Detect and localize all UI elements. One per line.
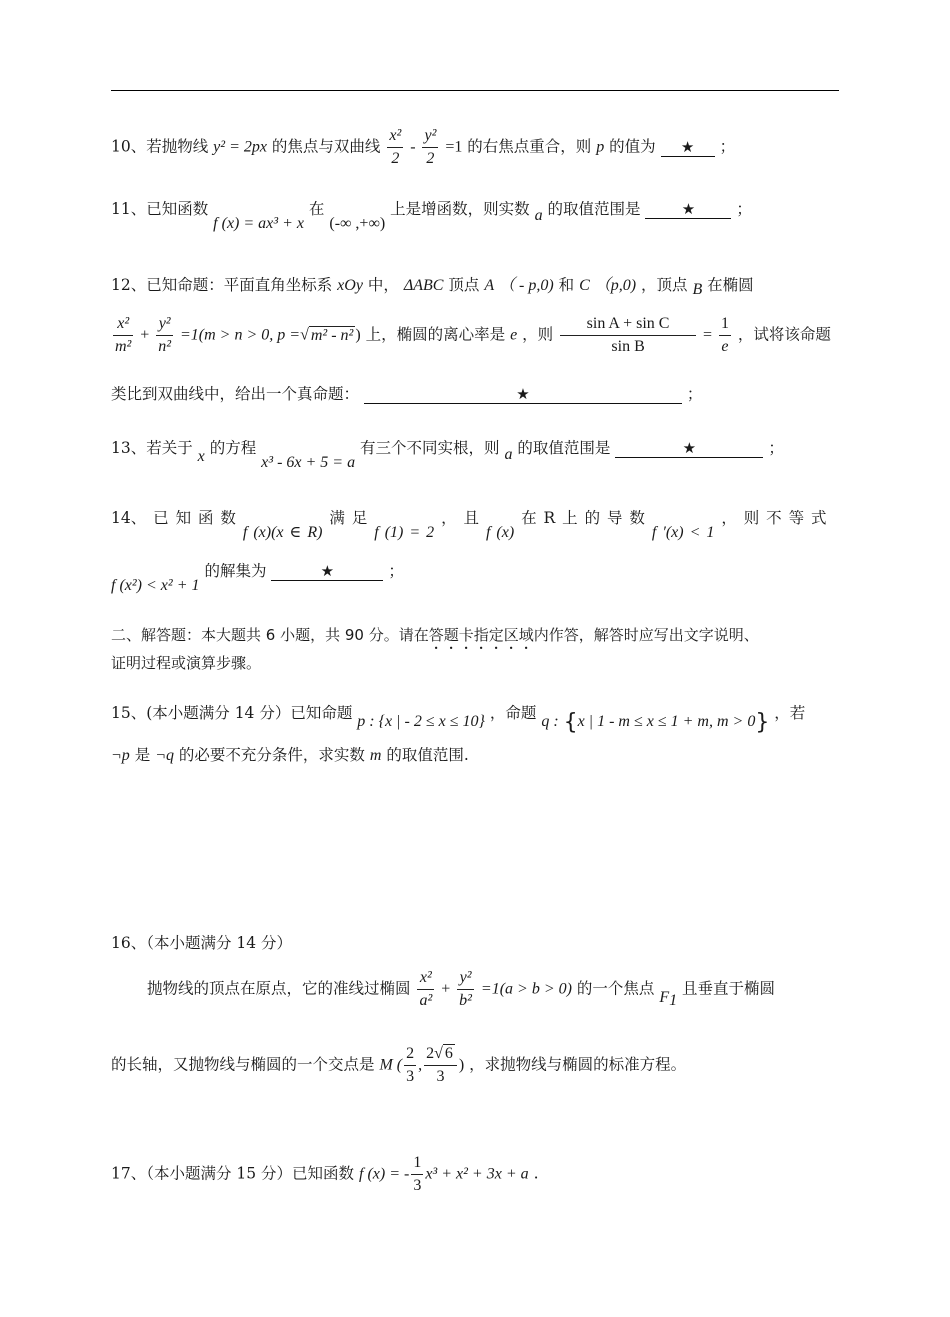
q12-text5: 上，椭圆的离心率是: [365, 325, 506, 344]
q12-frac-x: $\frac{\text{x²}}{\text{m²}}$: [115, 315, 132, 355]
answer-blank-11[interactable]: [645, 200, 731, 219]
q11-interval: (-∞ ,+∞): [329, 215, 386, 232]
q12-point-a-coord: （ - p,0): [499, 277, 554, 294]
q16-title: 16、（本小题满分 14 分）: [111, 934, 293, 952]
q16-lead: 抛物线的顶点在原点，它的准线过椭圆: [147, 979, 411, 998]
q14-deriv: f ′(x) < 1: [651, 524, 715, 541]
q14-inequality: f (x²) < x² + 1: [111, 577, 200, 594]
star-icon: ★: [680, 137, 695, 156]
section2-line2: 证明过程或演算步骤。: [111, 654, 262, 672]
q11-func: f (x) = ax³ + x: [213, 215, 304, 232]
q10-frac-x: $\frac{\text{x²}}{2}$: [389, 127, 402, 167]
section2-text2: 内作答，解答时应写出文字说明、: [533, 626, 759, 644]
q17-end: .: [533, 1164, 539, 1183]
q17-lead: 17、（本小题满分 15 分）已知函数: [111, 1164, 355, 1183]
question-17: [111, 1155, 539, 1194]
q11-var: a: [534, 207, 543, 224]
q13-text: 的方程: [209, 439, 257, 457]
q12-text3: ，顶点: [641, 276, 688, 294]
q13-lead: 13、若关于: [111, 439, 193, 457]
q15-text: ，命题: [489, 704, 537, 722]
question-15-line1: [111, 702, 806, 735]
answer-blank-14[interactable]: [271, 562, 383, 581]
q13-text2: 有三个不同实根，则: [360, 439, 500, 457]
q15-brace-right: }: [755, 710, 770, 735]
q15-lead: 15、(本小题满分 14 分）已知命题: [111, 704, 353, 722]
q16-focus: $F_1$: [659, 988, 678, 1009]
q10-eq: =1: [445, 138, 463, 156]
question-12-line2: $\frac{\text{x²}}{\text{m²}}$ + $\frac{\text{y²}}{\text{n²}}$ =1(m > n > 0, p =√ m² - n² ) 上，椭圆的离心率是 e ，则 $\frac{\text{sin A + sin C}}{\text{sin B}}$ = $\frac{1}{e}$ ，试将该命题: [115, 315, 831, 355]
q14-text5: 的解集为: [204, 562, 267, 580]
header-rule: [111, 90, 839, 91]
star-icon: ★: [320, 562, 335, 580]
star-icon: ★: [516, 385, 530, 403]
q15-not-p: ¬p: [111, 747, 130, 764]
q12-e: e: [510, 326, 518, 344]
q12-one-over-e: $\frac{1}{e}$: [720, 315, 729, 355]
q12-ellipse-cond: =1(m > n > 0, p =: [180, 326, 301, 344]
q12-plus: +: [140, 326, 150, 344]
question-12-line3: [111, 383, 702, 405]
q16-frac-y: $\frac{\text{y²}}{\text{b²}}$: [459, 969, 472, 1009]
q10-frac-y: $\frac{\text{y²}}{2}$: [424, 127, 437, 167]
q12-text7: ，试将该命题: [737, 325, 831, 344]
section-2-header-line2: [111, 652, 261, 674]
q12-point-c-coord: （p,0): [594, 277, 637, 294]
q15-text2: ，若: [774, 704, 806, 722]
q15-prop-p: p : {x | - 2 ≤ x ≤ 10}: [357, 713, 485, 730]
q17-func-a: f (x) = -: [359, 1165, 410, 1183]
q11-text2: 上是增函数，则实数: [390, 200, 530, 218]
q10-text: 的焦点与双曲线: [271, 137, 381, 156]
q14-cond: f (1) = 2: [374, 524, 435, 541]
q12-point-b: B: [692, 281, 703, 298]
q14-text: 满 足: [329, 509, 368, 527]
q10-text2: 的右焦点重合，则: [467, 137, 592, 156]
answer-blank-13[interactable]: [615, 439, 763, 458]
q16-frac-x: $\frac{\text{x²}}{\text{a²}}$: [419, 969, 433, 1009]
q15-text5: 的取值范围.: [386, 746, 469, 764]
q10-var: p: [596, 138, 605, 156]
q16-mx: $\frac{2}{3}$: [406, 1045, 415, 1085]
q14-text4: ， 则 不 等 式: [721, 509, 827, 527]
question-14-line2: [111, 560, 404, 594]
question-15-line2: [111, 744, 469, 767]
section2-text: 二、解答题：本大题共 6 小题，共 90 分。请在: [111, 626, 429, 644]
question-11: [111, 198, 752, 232]
q14-lead: 14、 已 知 函 数: [111, 509, 236, 527]
question-12-line1: [111, 274, 754, 297]
q16-close: ): [458, 1056, 465, 1074]
q16-comma: ,: [418, 1056, 423, 1074]
q16-text2: 且垂直于椭圆: [682, 979, 776, 998]
q12-sqrt: m² - n²: [310, 326, 354, 344]
q13-text3: 的取值范围是: [517, 439, 611, 457]
q14-text2: ， 且: [441, 509, 480, 527]
q12-point-a: A: [484, 277, 495, 294]
question-10: [111, 128, 735, 167]
section2-emphasis: 答题卡指定区域: [428, 626, 534, 644]
q16-my: $\frac{2√ 6}{3}$: [424, 1046, 457, 1085]
q10-end: ；: [719, 137, 736, 156]
q16-plus: +: [441, 980, 451, 998]
q14-fx: f (x): [485, 524, 515, 541]
q10-lead: 10、若抛物线: [111, 137, 209, 156]
q15-prop-q: q :: [541, 713, 559, 730]
q12-ratio: $\frac{\text{sin A + sin C}}{\text{sin B}}$: [560, 316, 696, 355]
q12-lead: 12、已知命题：平面直角坐标系: [111, 276, 333, 294]
q12-line3: 类比到双曲线中，给出一个真命题：: [111, 385, 360, 403]
q11-text: 在: [308, 200, 325, 218]
q12-text6: ，则: [522, 325, 554, 344]
q12-text2: 顶点: [448, 276, 480, 294]
q15-not-q: ¬q: [155, 747, 174, 764]
question-16-line2: [111, 1046, 686, 1085]
q11-end: ；: [736, 200, 752, 218]
q14-text3: 在 R 上 的 导 数: [521, 509, 645, 527]
star-icon: ★: [681, 200, 696, 218]
q16-text3: 的长轴，又抛物线与椭圆的一个交点是: [111, 1055, 375, 1074]
q13-var: x: [197, 448, 205, 465]
q13-var2: a: [504, 446, 513, 463]
q13-end: ；: [768, 439, 784, 457]
q12-text4: 在椭圆: [707, 276, 754, 294]
q15-brace-left: {: [563, 710, 578, 735]
star-icon: ★: [682, 439, 697, 457]
q11-text3: 的取值范围是: [547, 200, 641, 218]
q12-and: 和: [558, 276, 575, 294]
q16-point-m: M (: [379, 1056, 403, 1074]
q16-text4: ，求抛物线与椭圆的标准方程。: [469, 1055, 687, 1074]
q16-text: 的一个焦点: [576, 979, 655, 998]
question-16-title: [111, 932, 292, 954]
answer-blank-10[interactable]: [661, 138, 715, 157]
q17-frac: $\frac{1}{3}$: [413, 1154, 422, 1194]
q15-text3: 是: [134, 746, 151, 764]
q15-var-m: m: [369, 747, 382, 764]
q12-end: ；: [686, 385, 703, 403]
q12-text: 中，: [367, 276, 399, 294]
q14-func: f (x)(x ∈ R): [242, 524, 323, 541]
question-13: [111, 437, 784, 471]
q10-minus: -: [410, 138, 416, 156]
q12-triangle: ΔABC: [403, 277, 444, 294]
q11-lead: 11、已知函数: [111, 200, 209, 218]
q13-equation: x³ - 6x + 5 = a: [261, 454, 356, 471]
q12-close: ): [355, 326, 361, 344]
section-2-header-line1: [111, 624, 759, 653]
q17-func-b: x³ + x² + 3x + a: [425, 1165, 529, 1183]
q15-text4: 的必要不充分条件，求实数: [178, 746, 365, 764]
q14-end: ；: [388, 562, 404, 580]
q12-frac-y: $\frac{\text{y²}}{\text{n²}}$: [158, 315, 172, 355]
q15-set-q: x | 1 - m ≤ x ≤ 1 + m, m > 0: [577, 713, 756, 730]
question-16-line1: [147, 970, 775, 1009]
question-14-line1: [111, 507, 827, 541]
answer-blank-12[interactable]: [364, 385, 682, 404]
q12-eq: =: [703, 326, 713, 344]
q10-parabola: y² = 2px: [213, 138, 267, 156]
q12-point-c: C: [579, 277, 590, 294]
q12-xoy: xOy: [337, 277, 363, 294]
q10-text3: 的值为: [609, 137, 656, 156]
q16-ellipse-cond: =1(a > b > 0): [480, 980, 572, 998]
